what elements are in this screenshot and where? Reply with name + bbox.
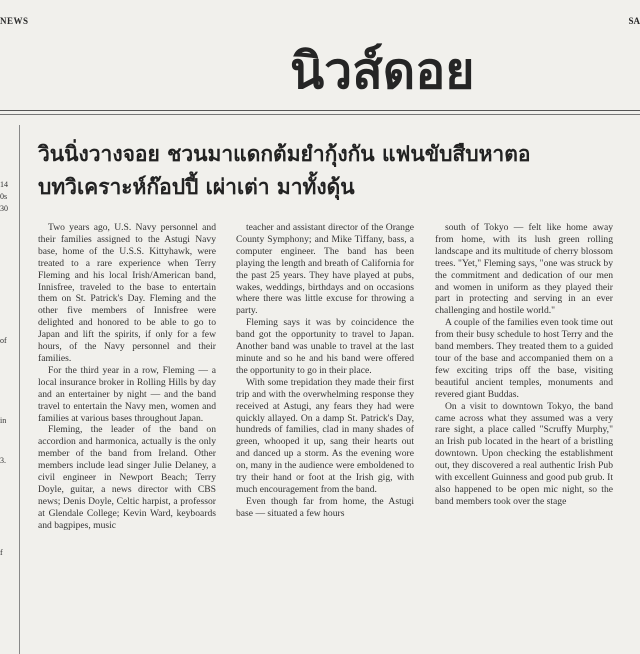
paragraph: teacher and assistant director of the Orange County Symphony; and Mike Tiffany, bass, a computer engineer. The band has been playing the length and breath of California for the past 25 years. They have played at pubs, wakes, weddings, birthdays and on occasions where there was little excuse for throwing a party.: [236, 222, 414, 317]
column-divider: [19, 125, 20, 654]
masthead-rule: [0, 110, 640, 111]
paragraph: On a visit to downtown Tokyo, the band came across what they assumed was a very rare sight, a place called "Scruffy Murphy," an Irish pub located in the heart of a bristling downtown. Upon checking the establishment out, they discovered a real authentic Irish Pub with excellent Guinness and good pub grub. It also happened to be open mic night, so the band members took over the stage: [435, 400, 613, 507]
paragraph: Two years ago, U.S. Navy personnel and their families assigned to the Astugi Navy base, home of the U.S.S. Kittyhawk, were treated to a rare experience when Terry Fleming and his local Irish/American band, Innisfree, traveled to the base to entertain them on St. Patrick's Day. Fleming and the other five members of Innisfree were delighted and honored to be able to go to Japan and lift the spirits, if only for a few hours, of the Navy personnel and their families.: [38, 222, 216, 364]
headline-line-1: วินนิ่งวางจอย ชวนมาแดกต้มยำกุ้งกัน แฟนขับสืบหาตอ: [38, 142, 531, 166]
paragraph: A couple of the families even took time out from their busy schedule to host Terry and the band members. They treated them to a guided tour of the base and accompanied them on a few exciting trips off the base, visiting beautiful ancient temples, monuments and revered giant Buddas.: [435, 317, 613, 400]
section-label-left: NEWS: [0, 16, 29, 26]
paragraph: south of Tokyo — felt like home away from home, with its lush green rolling landscape and its multitude of cherry blossom trees. "Yet," Fleming says, "one was struck by the commitment and dedication of our men and women in uniform as they played their part in protecting and serving in an ever challenging and hostile world.": [435, 222, 613, 317]
fragment-text: 14: [0, 180, 8, 189]
paragraph: With some trepidation they made their first trip and with the overwhelming response they received at Astugi, any fears they had were quickly allayed. On a damp St. Patrick's Day, hundreds of families, clad in many shades of green, whooped it up, sang their hearts out and danced up a storm. As the evening wore on, many in the audience were emboldened to try their hand or foot at the Irish gig, with much encouragement from the band.: [236, 376, 414, 495]
article-body: [38, 222, 628, 654]
fragment-text: 30: [0, 204, 8, 213]
adjacent-column-fragments: [0, 140, 14, 640]
paragraph: Even though far from home, the Astugi base — situated a few hours: [236, 495, 414, 519]
article-column-1: [38, 222, 216, 654]
section-label-right: SA: [628, 16, 640, 26]
fragment-text: 0s: [0, 192, 8, 201]
article-headline: [38, 138, 598, 204]
article-column-2: [236, 222, 414, 654]
fragment-text: of: [0, 336, 7, 345]
headline-line-2: บทวิเคราะห์ก๊อปปี้ เผ่าเต่า มาทั้งดุ้น: [38, 175, 355, 199]
masthead-title: นิวส์ดอย: [290, 42, 475, 100]
fragment-text: 3.: [0, 456, 6, 465]
masthead-rule-thin: [0, 114, 640, 115]
paragraph: Fleming, the leader of the band on accordion and harmonica, actually is the only member of the band from Ireland. Other members include lead singer Julie Delaney, a civil engineer in Newport Beach; Terry Doyle, guitar, a news director with CBS news; Denis Doyle, Celtic harpist, a professor at Glendale College; Kevin Ward, keyboards and bagpipes, music: [38, 424, 216, 531]
adjacent-column-edge: [632, 222, 640, 654]
fragment-text: f: [0, 548, 3, 557]
fragment-text: in: [0, 416, 7, 425]
paragraph: For the third year in a row, Fleming — a local insurance broker in Rolling Hills by day and an entertainer by night — and the band travel to entertain the Navy men, women and families at various bases throughout Japan.: [38, 364, 216, 424]
article-column-3: [435, 222, 613, 654]
paragraph: Fleming says it was by coincidence the band got the opportunity to travel to Japan. Another band was unable to travel at the last minute and so he and his band were offered the opportunity to go in their place.: [236, 317, 414, 376]
